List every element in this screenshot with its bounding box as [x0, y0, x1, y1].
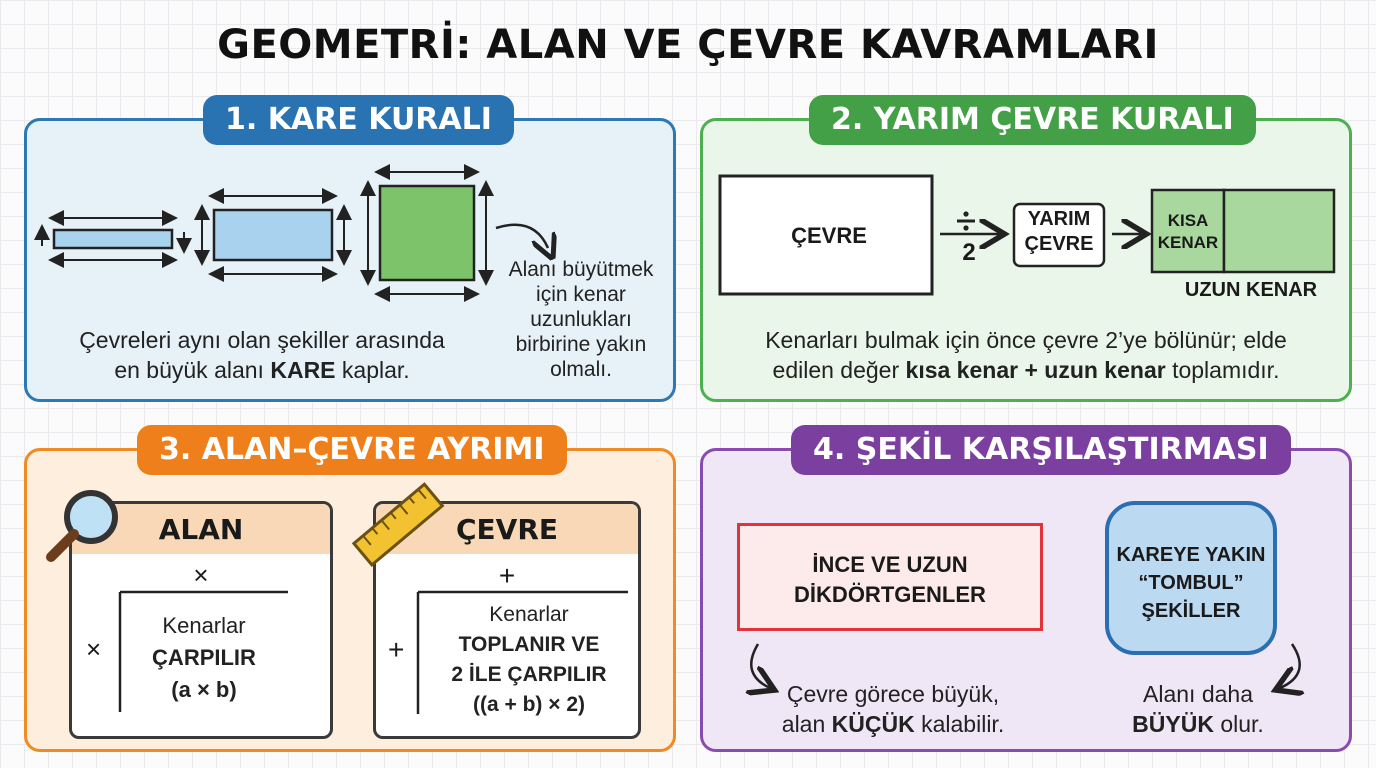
thin-rectangle	[54, 230, 172, 248]
curved-arrow-icon	[496, 225, 548, 248]
square-note: Alanı büyütmek için kenar uzunlukları birbirine yakın olmalı.	[508, 258, 654, 381]
panel-3-badge: 3. ALAN–ÇEVRE AYRIMI	[137, 425, 567, 475]
panel-square-rule	[24, 102, 676, 402]
thin-box-line1: İNCE VE UZUN	[812, 552, 968, 577]
magnifier-icon	[39, 483, 129, 573]
perimeter-symbol: +	[498, 560, 516, 591]
area-rule-text: Kenarlar ÇARPILIR (a × b)	[152, 613, 256, 702]
perimeter-label: ÇEVRE	[791, 223, 867, 248]
chubby-line2: “TOMBUL”	[1138, 572, 1244, 594]
perimeter-card-title: ÇEVRE	[376, 504, 638, 554]
perimeter-side-symbol: +	[388, 634, 405, 665]
half-perimeter-text: Kenarları bulmak için önce çevre 2’ye bölünür; elde edilen değer kısa kenar + uzun kenar toplamıdır.	[765, 327, 1287, 383]
square-rule-text: Çevreleri aynı olan şekiller arasında en büyük alanı KARE kaplar.	[79, 327, 445, 383]
long-side-box	[1224, 190, 1334, 272]
ruler-icon	[353, 481, 443, 571]
panel-4-badge: 4. ŞEKİL KARŞILAŞTIRMASI	[791, 425, 1291, 475]
panel-2-badge: 2. YARIM ÇEVRE KURALI	[809, 95, 1256, 145]
half-perimeter-label: YARIM ÇEVRE	[1024, 208, 1094, 255]
area-card-title: ALAN	[72, 504, 330, 554]
area-symbol: ×	[193, 560, 209, 590]
area-side-symbol: ×	[86, 634, 102, 664]
panel-1-badge: 1. KARE KURALI	[203, 95, 514, 145]
panel-half-perimeter-rule	[700, 102, 1352, 402]
thin-shapes-text: Çevre görece büyük, alan KÜÇÜK kalabilir.	[781, 681, 1005, 737]
chubby-shapes-text: Alanı daha BÜYÜK olur.	[1132, 681, 1264, 737]
chubby-line1: KAREYE YAKIN	[1116, 544, 1266, 566]
thin-box-line2: DİKDÖRTGENLER	[794, 582, 986, 607]
page-title: GEOMETRİ: ALAN VE ÇEVRE KAVRAMLARI	[217, 22, 1159, 68]
long-side-label: UZUN KENAR	[1184, 279, 1318, 301]
panel-area-perimeter-difference	[24, 432, 676, 752]
square	[380, 186, 474, 280]
medium-rectangle	[214, 210, 332, 260]
perimeter-rule-text: Kenarlar TOPLANIR VE 2 İLE ÇARPILIR ((a + b) × 2)	[451, 603, 607, 716]
short-side-label: KISA KENAR	[1157, 211, 1219, 252]
curved-arrow-left-icon	[751, 644, 770, 688]
chubby-line3: ŞEKİLLER	[1141, 600, 1241, 622]
divide-by-two: 2	[962, 239, 976, 266]
panel-shape-comparison	[700, 432, 1352, 752]
